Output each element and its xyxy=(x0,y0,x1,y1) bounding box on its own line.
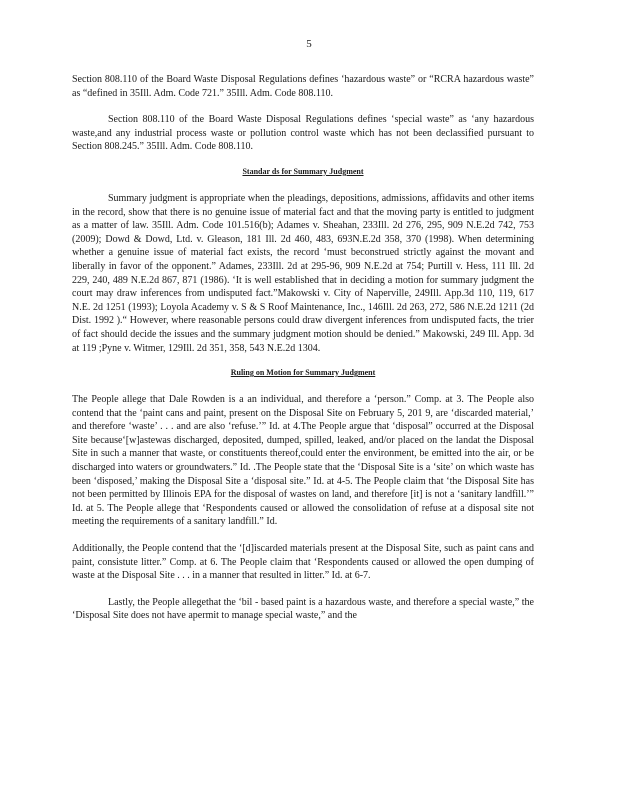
page-number: 5 xyxy=(306,38,312,50)
paragraph-special-waste-allegation: Lastly, the People allegethat the ‘bil - based paint is a hazardous waste, and therefore a special waste,” the ‘Disposal Site does not have apermit to manage special waste,” and the xyxy=(72,596,534,622)
heading-standards-summary-judgment: Standar ds for Summary Judgment xyxy=(242,166,364,176)
paragraph-summary-judgment-standard: Summary judgment is appropriate when the pleadings, depositions, admissions, affidavits and other items in the record, show that there is no genuine issue of material fact and that the moving party is entitled to judgment as a matter of law. 35Ill. Adm. Code 101.516(b); Adames v. Sheahan, 233Ill. 2d 276, 295, 909 N.E.2d 742, 753 (2009); Dowd & Dowd, Ltd. v. Gleason, 181 Ill. 2d 460, 483, 693N.E.2d 358, 370 (1998). When determining whether a genuine issue of material fact exists, the record ‘must beconstrued strictly against the movant and liberally in favor of the opponent.” Adames, 233Ill. 2d at 295-96, 909 N.E.2d at 754; Purtill v. Hess, 111 Ill. 2d 229, 240, 489 N.E.2d 867, 871 (1986). ‘It is well established that in deciding a motion for summary judgment the court may draw inferences from undisputed fact.”Makowski v. City of Naperville, 249Ill. App.3d 110, 119, 617 N.E. 2d 1251 (1993); Loyola Academy v. S & S Roof Maintenance, Inc., 146Ill. 2d 263, 272, 586 N.E.2d 1211 (2d Dist. 1992 ).“ However, where reasonable persons could draw divergent inferences from undisputed facts, the trier of fact should decide the issues and the summary judgment motion should be denied.” Makowski, 249 Ill. App. 3d at 119 ;Pyne v. Witmer, 129Ill. 2d 351, 358, 543 N.E.2d 1304. xyxy=(72,192,534,354)
heading-ruling-on-motion: Ruling on Motion for Summary Judgment xyxy=(230,368,376,378)
page-body xyxy=(72,73,534,623)
paragraph-hazardous-waste-definition: Section 808.110 of the Board Waste Disposal Regulations defines ‘hazardous waste” or “RCRA hazardous waste” as “defined in 35Ill. Adm. Code 721.” 35Ill. Adm. Code 808.110. xyxy=(72,74,534,99)
paragraph-special-waste-definition: Section 808.110 of the Board Waste Disposal Regulations defines ‘special waste” as ‘any hazardous waste,and any industrial process waste or pollution control waste which has not been declassified pursuant to Section 808.245.” 35Ill. Adm. Code 808.110. xyxy=(72,114,534,153)
paragraph-litter-contention: Additionally, the People contend that the ‘[d]iscarded materials present at the Disposal Site, such as paint cans and paint, consistute litter.” Comp. at 6. The People claim that ‘Respondents caused or allowed the open dumping of waste at the Disposal Site . . . in a manner that resulted in litter.” Id. at 6-7. xyxy=(72,543,534,582)
paragraph-people-allegations: The People allege that Dale Rowden is a an individual, and therefore a ‘person.” Comp. at 3. The People also contend that the ‘paint cans and paint, present on the Disposal Site on February 5, 201 9, are ‘discarded material,’ and therefore ‘waste’ . . . and are also ‘refuse.’” Id. at 4.The People argue that ‘disposal” occurred at the Disposal Site because‘[w]astewas discharged, deposited, dumped, spilled, leaked, and/or placed on the landat the Disposal Site in such a manner that waste, or constituents thereof,could enter the environment, be emitted into the air, or be discharged into waters or groundwaters.” Id. .The People state that the ‘Disposal Site is a ‘site’ on which waste has been ‘disposed,’ making the Disposal Site a ‘disposal site.” Id. at 4-5. The People claim that ‘the Disposal Site has not been permitted by Illinois EPA for the disposal of wastes on land, and therefore [it] is not a ‘sanitary landfill.’” Id. at 5. The People allege that ‘Respondents caused or allowed the consolidation of refuse at a disposal site not meeting the requirements of a sanitary landfill.” Id. xyxy=(72,394,534,528)
